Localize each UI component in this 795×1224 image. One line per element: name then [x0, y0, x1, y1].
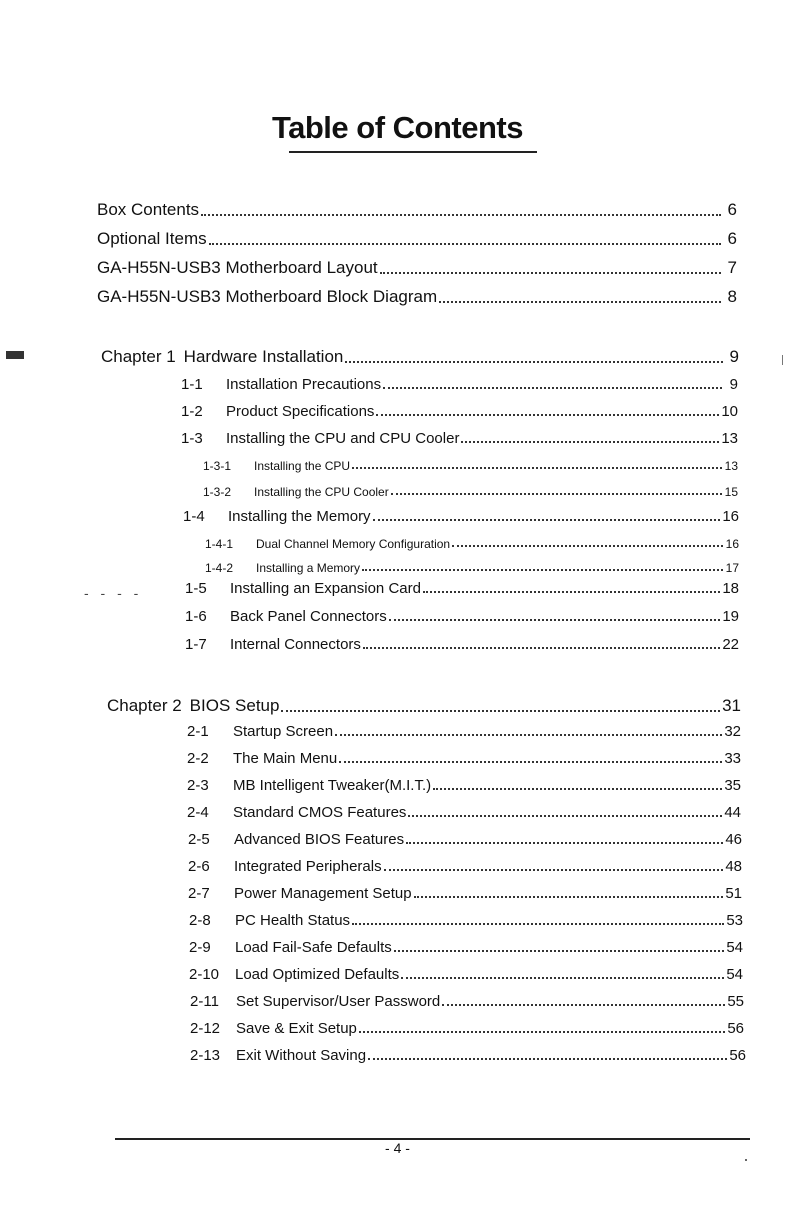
toc-page-number: 54: [726, 966, 743, 983]
dot-leader: [439, 300, 721, 303]
toc-page-number: 56: [729, 1047, 746, 1064]
toc-page-number: 7: [727, 258, 737, 277]
toc-entry-text: Installation Precautions: [226, 376, 382, 393]
toc-entry-text: Installing the CPU Cooler: [254, 485, 389, 499]
toc-entry-text: Internal Connectors: [230, 636, 361, 653]
section-number: 2-13: [190, 1047, 221, 1064]
page-number: - 4 -: [385, 1140, 410, 1156]
dot-leader: [408, 814, 722, 817]
toc-page-number: 46: [725, 831, 742, 848]
dot-leader: [414, 895, 724, 898]
toc-entry-text: Startup Screen: [233, 723, 334, 740]
toc-entry-2-2[interactable]: [187, 750, 741, 767]
section-number: 2-10: [189, 966, 220, 983]
toc-page-number: 54: [726, 939, 743, 956]
toc-entry-2-3[interactable]: [187, 777, 741, 794]
toc-page-number: 33: [724, 750, 741, 767]
dot-leader: [406, 841, 723, 844]
page-title: Table of Contents: [272, 110, 523, 145]
dot-leader: [389, 618, 721, 621]
toc-page-number: 35: [724, 777, 741, 794]
dot-leader: [352, 466, 722, 469]
toc-page-number: 13: [724, 459, 738, 473]
dot-leader: [380, 271, 721, 274]
toc-entry-text: Box Contents: [97, 200, 200, 219]
section-number: 2-8: [189, 912, 211, 929]
toc-entry-text: GA-H55N-USB3 Motherboard Layout: [97, 258, 378, 277]
toc-entry-text: PC Health Status: [235, 912, 351, 929]
section-number: 2-7: [188, 885, 210, 902]
toc-page-number: 9: [729, 376, 738, 393]
toc-page-number: 48: [725, 858, 742, 875]
section-number: 2-1: [187, 723, 209, 740]
margin-mark: [782, 355, 783, 365]
dot-leader: [345, 360, 723, 363]
dot-leader: [352, 922, 724, 925]
toc-entry-1-4[interactable]: [183, 508, 739, 525]
dot-leader: [335, 733, 722, 736]
dot-leader: [442, 1003, 725, 1006]
toc-entry-2-13[interactable]: [190, 1047, 746, 1064]
toc-entry-text: Standard CMOS Features: [233, 804, 407, 821]
dot-leader: [376, 413, 719, 416]
toc-entry-2-6[interactable]: [188, 858, 742, 875]
section-number: 1-2: [181, 403, 203, 420]
toc-entry-text: Installing the CPU: [254, 459, 351, 473]
toc-entry-block-diagram[interactable]: [97, 287, 737, 307]
toc-page-number: 15: [724, 485, 738, 499]
toc-entry-1-3-1[interactable]: [203, 459, 738, 473]
section-number: 1-4: [183, 508, 205, 525]
toc-entry-1-5[interactable]: [185, 580, 739, 597]
toc-entry-optional-items[interactable]: [97, 229, 737, 249]
toc-entry-1-4-2[interactable]: [205, 561, 739, 575]
toc-page-number: 31: [722, 696, 741, 715]
section-number: 1-5: [185, 580, 207, 597]
toc-page-number: 6: [727, 229, 737, 248]
dot-leader: [394, 949, 725, 952]
toc-chapter-2[interactable]: [107, 696, 741, 716]
chapter-label: Chapter 1: [101, 347, 176, 366]
toc-entry-1-6[interactable]: [185, 608, 739, 625]
section-number: 1-3-1: [203, 459, 232, 473]
chapter-title: Hardware Installation: [183, 347, 344, 366]
toc-entry-box-contents[interactable]: [97, 200, 737, 220]
toc-entry-2-1[interactable]: [187, 723, 741, 740]
section-number: 1-6: [185, 608, 207, 625]
dot-leader: [339, 760, 722, 763]
dot-leader: [362, 568, 723, 571]
toc-entry-1-2[interactable]: [181, 403, 738, 420]
toc-page-number: 56: [727, 1020, 744, 1037]
scan-artifact: [745, 1159, 747, 1161]
dot-leader: [383, 386, 722, 389]
toc-chapter-1[interactable]: [101, 347, 739, 367]
section-number: 1-3-2: [203, 485, 232, 499]
dot-leader: [201, 213, 721, 216]
toc-entry-1-1[interactable]: [181, 376, 738, 393]
dot-leader: [384, 868, 724, 871]
toc-entry-text: GA-H55N-USB3 Motherboard Block Diagram: [97, 287, 438, 306]
toc-entry-text: Set Supervisor/User Password: [236, 993, 441, 1010]
title-underline: [289, 151, 537, 153]
section-number: 2-4: [187, 804, 209, 821]
toc-entry-1-7[interactable]: [185, 636, 739, 653]
toc-entry-text: Power Management Setup: [234, 885, 412, 902]
toc-entry-2-5[interactable]: [188, 831, 742, 848]
toc-entry-2-9[interactable]: [189, 939, 743, 956]
toc-entry-1-3-2[interactable]: [203, 485, 738, 499]
margin-mark: [6, 351, 24, 359]
toc-entry-text: Save & Exit Setup: [236, 1020, 357, 1037]
section-number: 2-5: [188, 831, 210, 848]
toc-page-number: 16: [725, 537, 739, 551]
toc-entry-2-10[interactable]: [189, 966, 743, 983]
toc-entry-text: Installing the Memory: [228, 508, 371, 525]
toc-page-number: 19: [722, 608, 739, 625]
toc-entry-text: Back Panel Connectors: [230, 608, 387, 625]
toc-entry-text: Installing a Memory: [256, 561, 361, 575]
toc-entry-text: The Main Menu: [233, 750, 338, 767]
chapter-title: BIOS Setup: [189, 696, 280, 715]
toc-page-number: 16: [722, 508, 739, 525]
dot-leader: [368, 1057, 727, 1060]
toc-page-number: 6: [727, 200, 737, 219]
section-number: 1-7: [185, 636, 207, 653]
toc-entry-text: Dual Channel Memory Configuration: [256, 537, 451, 551]
toc-page-number: 10: [721, 403, 738, 420]
toc-page-number: 51: [725, 885, 742, 902]
toc-entry-text: Exit Without Saving: [236, 1047, 367, 1064]
toc-entry-2-4[interactable]: [187, 804, 741, 821]
section-number: 1-1: [181, 376, 203, 393]
toc-entry-2-12[interactable]: [190, 1020, 744, 1037]
toc-entry-2-7[interactable]: [188, 885, 742, 902]
toc-page-number: 17: [725, 561, 739, 575]
toc-entry-text: Advanced BIOS Features: [234, 831, 405, 848]
toc-page-number: 32: [724, 723, 741, 740]
section-number: 2-2: [187, 750, 209, 767]
dot-leader: [423, 590, 720, 593]
toc-entry-text: MB Intelligent Tweaker(M.I.T.): [233, 777, 432, 794]
toc-entry-text: Installing an Expansion Card: [230, 580, 421, 597]
toc-entry-1-4-1[interactable]: [205, 537, 739, 551]
toc-page-number: 8: [727, 287, 737, 306]
dot-leader: [373, 518, 721, 521]
toc-entry-motherboard-layout[interactable]: [97, 258, 737, 278]
toc-entry-text: Product Specifications: [226, 403, 375, 420]
toc-entry-text: Load Fail-Safe Defaults: [235, 939, 392, 956]
toc-entry-2-11[interactable]: [190, 993, 744, 1010]
section-number: 2-12: [190, 1020, 221, 1037]
toc-page-number: 44: [724, 804, 741, 821]
section-number: 2-11: [190, 993, 219, 1010]
toc-entry-text: Installing the CPU and CPU Cooler: [226, 430, 460, 447]
dot-leader: [363, 646, 720, 649]
section-number: 1-4-1: [205, 537, 234, 551]
section-number: 1-3: [181, 430, 203, 447]
dot-leader: [433, 787, 722, 790]
dot-leader: [401, 976, 724, 979]
section-number: 2-6: [188, 858, 210, 875]
dot-leader: [461, 440, 719, 443]
toc-entry-text: Optional Items: [97, 229, 207, 248]
dot-leader: [281, 709, 720, 712]
toc-entry-text: Integrated Peripherals: [234, 858, 382, 875]
section-number: 1-4-2: [205, 561, 234, 575]
toc-page-number: 53: [726, 912, 743, 929]
toc-page-number: 18: [722, 580, 739, 597]
toc-page-number: 55: [727, 993, 744, 1010]
chapter-label: Chapter 2: [107, 696, 182, 715]
toc-page-number: 13: [721, 430, 738, 447]
dot-leader: [359, 1030, 725, 1033]
toc-entry-2-8[interactable]: [189, 912, 743, 929]
section-number: 2-3: [187, 777, 209, 794]
scan-artifact: - - - -: [84, 585, 143, 601]
section-number: 2-9: [189, 939, 211, 956]
dot-leader: [209, 242, 721, 245]
toc-page-number: 22: [722, 636, 739, 653]
dot-leader: [452, 544, 723, 547]
toc-page-number: 9: [729, 347, 739, 366]
dot-leader: [391, 492, 722, 495]
toc-entry-1-3[interactable]: [181, 430, 738, 447]
toc-entry-text: Load Optimized Defaults: [235, 966, 400, 983]
